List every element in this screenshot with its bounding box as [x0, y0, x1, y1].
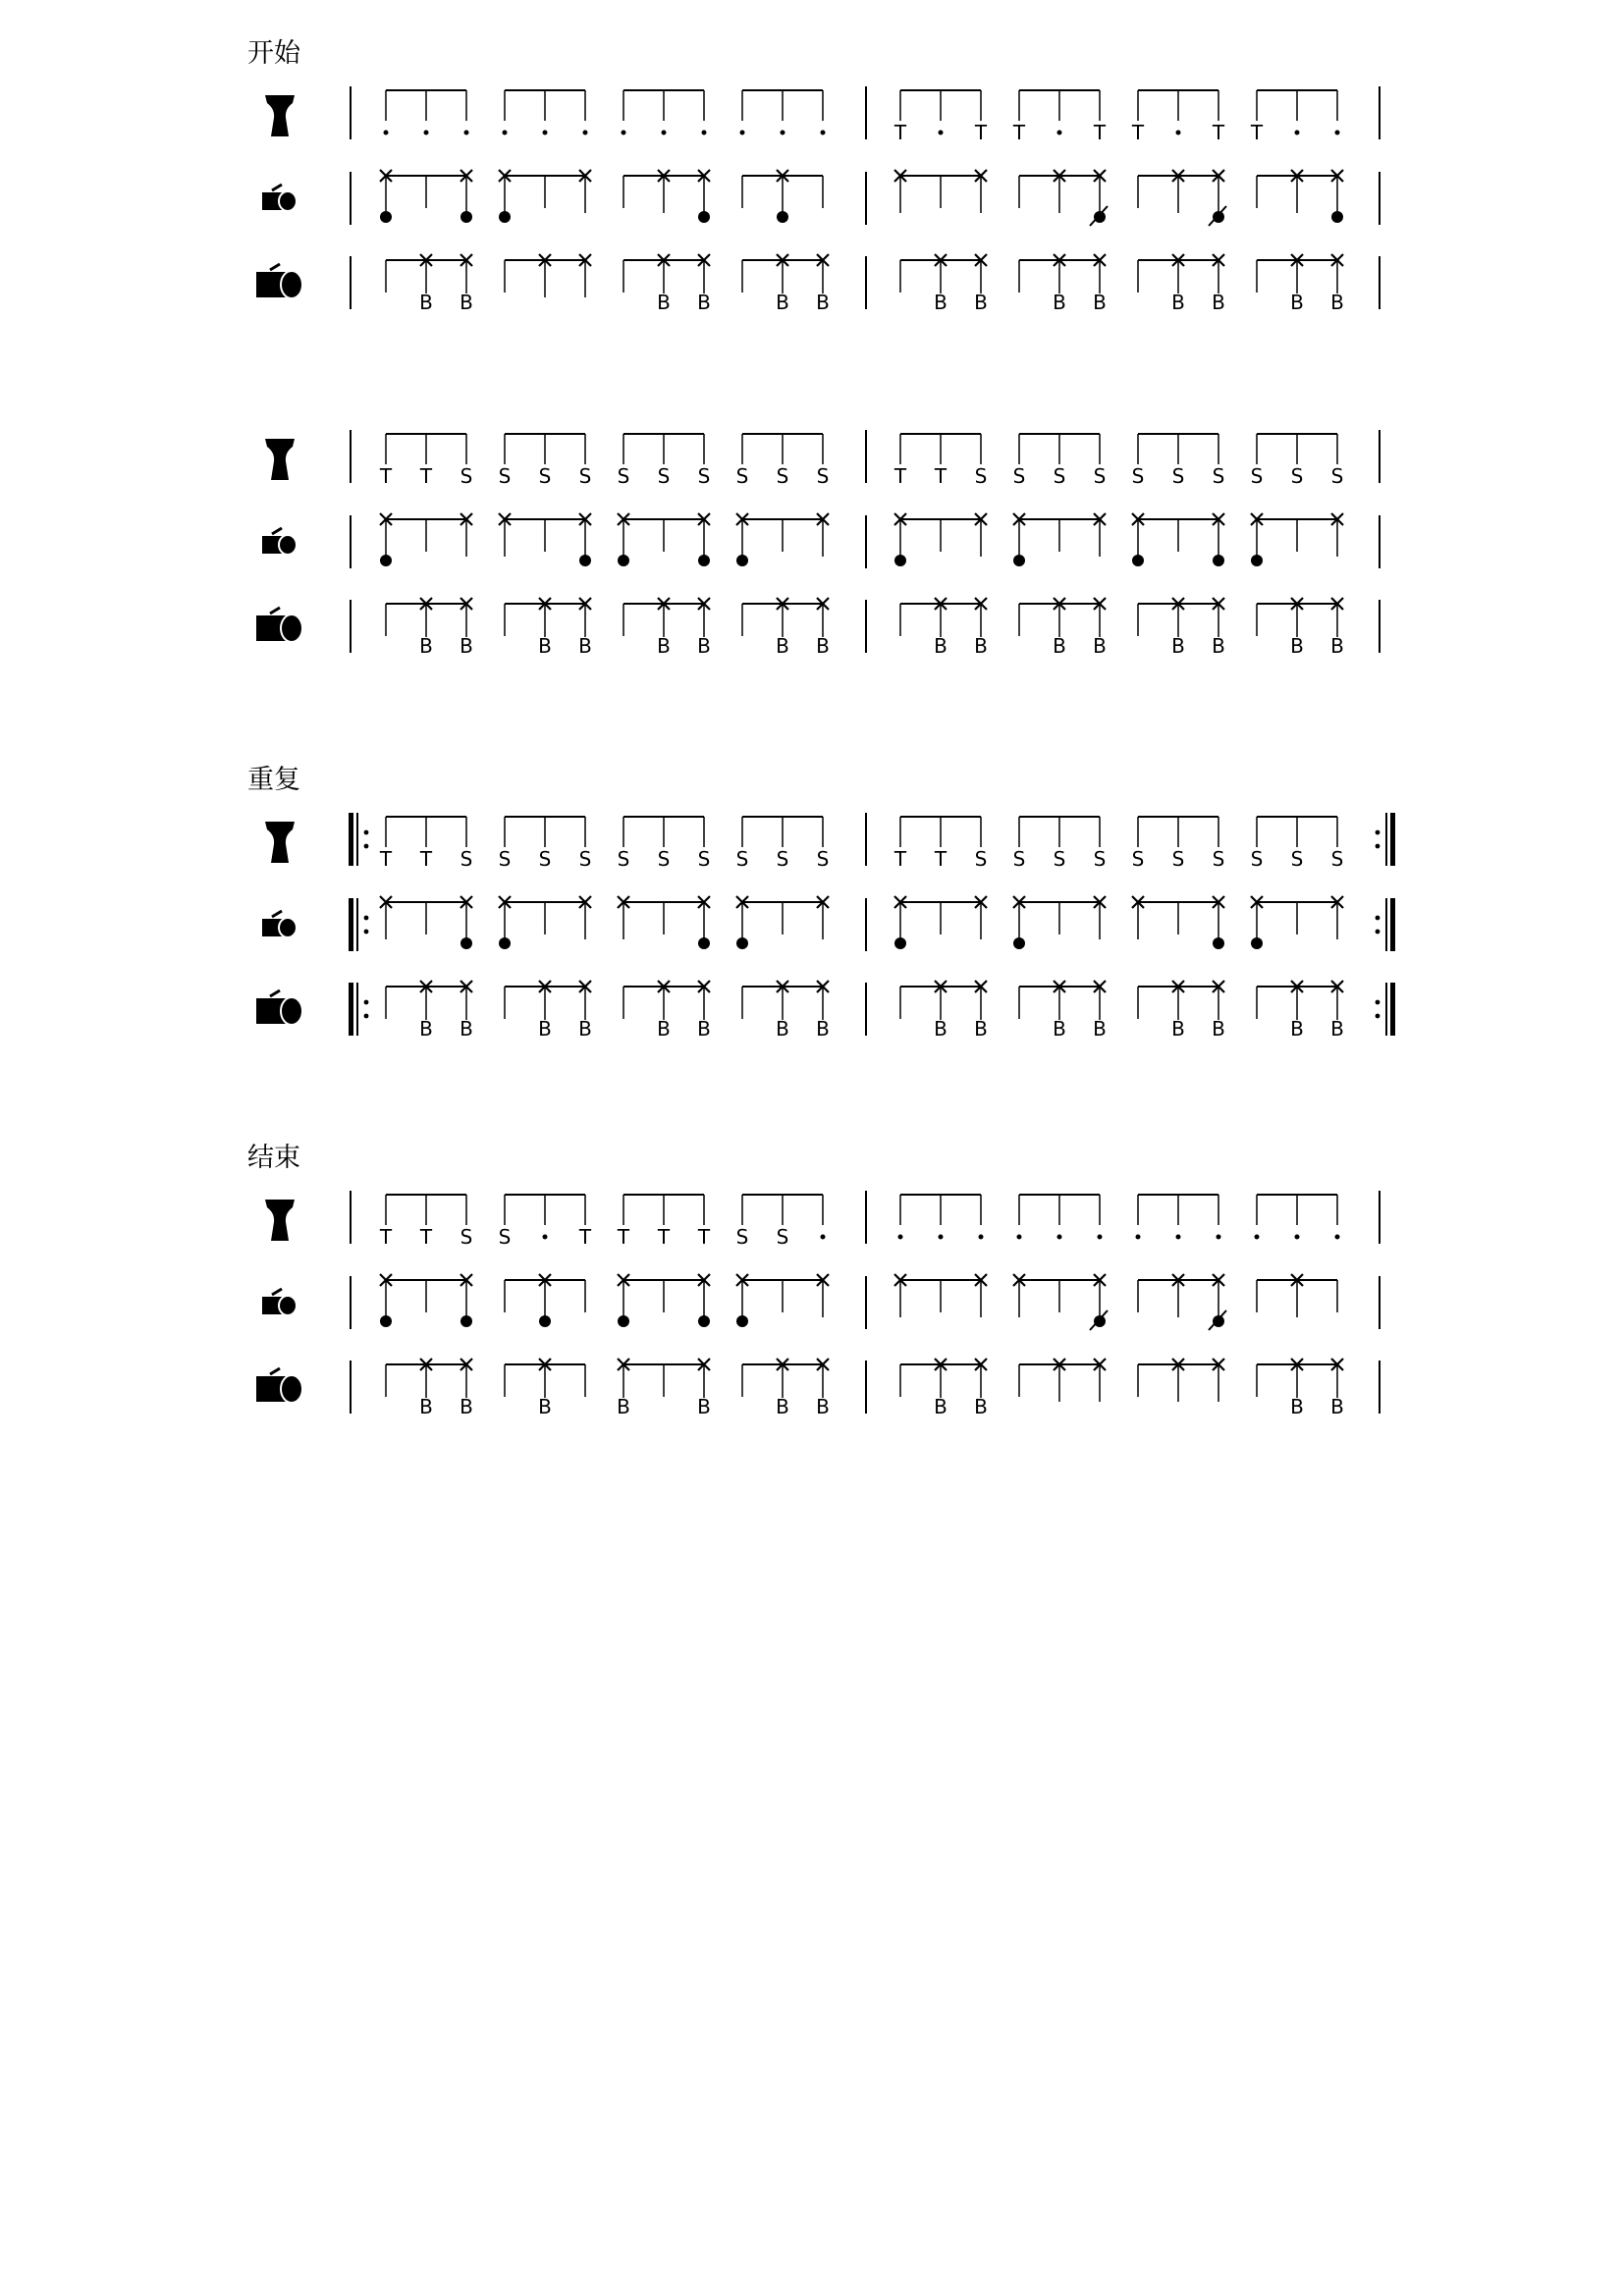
stroke-letter: S [1212, 464, 1225, 488]
repeat-dot [364, 916, 369, 921]
open-notehead [1013, 937, 1025, 949]
small-dundun-icon [262, 1289, 297, 1315]
repeat-dot [364, 930, 369, 934]
open-notehead [1331, 211, 1343, 223]
open-notehead [618, 555, 629, 566]
rest-dot [1136, 1235, 1141, 1240]
open-notehead [1132, 555, 1144, 566]
stroke-letter: S [460, 847, 473, 871]
stroke-letter: S [735, 464, 749, 488]
stroke-letter: B [1171, 1017, 1185, 1041]
stroke-letter: B [816, 1395, 830, 1418]
open-notehead [698, 211, 710, 223]
section-title: 开始 [247, 38, 300, 69]
stroke-letter: B [697, 291, 711, 314]
djembe-icon [265, 822, 295, 863]
rest-dot [424, 131, 429, 135]
djembe-icon [265, 1200, 295, 1241]
stroke-letter: B [538, 634, 552, 658]
open-notehead [618, 1315, 629, 1327]
repeat-end-barline [1390, 813, 1395, 866]
rest-dot [662, 131, 667, 135]
stroke-letter: B [1053, 291, 1066, 314]
stroke-letter: B [578, 634, 592, 658]
open-notehead [894, 937, 906, 949]
stroke-letter: B [1093, 291, 1107, 314]
stroke-letter: S [538, 847, 552, 871]
open-notehead [777, 211, 788, 223]
rest-dot [384, 131, 389, 135]
stroke-letter: S [1250, 847, 1264, 871]
stroke-letter: S [578, 847, 592, 871]
muted-notehead [1213, 1315, 1224, 1327]
open-notehead [380, 211, 392, 223]
open-notehead [539, 1315, 551, 1327]
stroke-letter: T [379, 1225, 393, 1249]
repeat-end-barline [1390, 983, 1395, 1036]
rest-dot [464, 131, 469, 135]
stroke-letter: S [816, 847, 830, 871]
stroke-letter: T [419, 1225, 433, 1249]
open-notehead [698, 1315, 710, 1327]
rest-dot [1057, 1235, 1062, 1240]
open-notehead [736, 555, 748, 566]
stroke-letter: B [1290, 291, 1304, 314]
stroke-letter: B [1212, 634, 1225, 658]
large-dundun-icon [256, 608, 302, 642]
stroke-letter: B [1212, 291, 1225, 314]
stroke-letter: T [379, 464, 393, 488]
repeat-dot [364, 830, 369, 835]
repeat-dot [1376, 1014, 1380, 1019]
stroke-letter: S [617, 464, 630, 488]
stroke-letter: S [460, 1225, 473, 1249]
stroke-letter: B [419, 1017, 433, 1041]
stroke-letter: T [1131, 121, 1145, 144]
stroke-letter: B [1212, 1017, 1225, 1041]
muted-notehead [1094, 1315, 1106, 1327]
open-notehead [736, 937, 748, 949]
stroke-letter: S [776, 847, 789, 871]
stroke-letter: S [1330, 847, 1344, 871]
stroke-letter: B [934, 634, 947, 658]
open-notehead [698, 937, 710, 949]
stroke-letter: T [893, 121, 907, 144]
repeat-dot [364, 844, 369, 849]
stroke-letter: S [1250, 464, 1264, 488]
stroke-letter: S [1053, 847, 1066, 871]
stroke-letter: S [498, 464, 512, 488]
small-dundun-icon [262, 528, 297, 555]
rest-dot [1335, 1235, 1340, 1240]
stroke-letter: B [657, 634, 671, 658]
rest-dot [939, 131, 944, 135]
rest-dot [898, 1235, 903, 1240]
stroke-letter: T [419, 464, 433, 488]
stroke-letter: B [816, 291, 830, 314]
stroke-letter: T [379, 847, 393, 871]
stroke-letter: B [657, 1017, 671, 1041]
stroke-letter: B [419, 291, 433, 314]
muted-notehead [1213, 211, 1224, 223]
stroke-letter: S [1131, 464, 1145, 488]
stroke-letter: B [974, 1395, 988, 1418]
large-dundun-icon [256, 990, 302, 1025]
repeat-dot [1376, 844, 1380, 849]
stroke-letter: S [1012, 464, 1026, 488]
repeat-start-barline [349, 898, 353, 951]
open-notehead [380, 1315, 392, 1327]
stroke-letter: S [1290, 464, 1304, 488]
stroke-letter: B [419, 634, 433, 658]
stroke-letter: B [1330, 291, 1344, 314]
stroke-letter: S [1093, 847, 1107, 871]
stroke-letter: B [1171, 291, 1185, 314]
stroke-letter: T [893, 847, 907, 871]
open-notehead [1251, 937, 1263, 949]
stroke-letter: B [776, 1017, 789, 1041]
stroke-letter: T [1212, 121, 1225, 144]
large-dundun-icon [256, 1368, 302, 1403]
stroke-letter: S [735, 1225, 749, 1249]
stroke-letter: B [934, 291, 947, 314]
stroke-letter: S [617, 847, 630, 871]
stroke-letter: B [697, 634, 711, 658]
stroke-letter: T [697, 1225, 711, 1249]
open-notehead [1213, 937, 1224, 949]
stroke-letter: B [697, 1395, 711, 1418]
stroke-letter: T [1012, 121, 1026, 144]
small-dundun-icon [262, 911, 297, 937]
open-notehead [894, 555, 906, 566]
rest-dot [979, 1235, 984, 1240]
stroke-letter: T [617, 1225, 630, 1249]
stroke-letter: S [1330, 464, 1344, 488]
stroke-letter: B [1290, 1017, 1304, 1041]
rest-dot [1335, 131, 1340, 135]
stroke-letter: S [460, 464, 473, 488]
stroke-letter: B [776, 634, 789, 658]
rest-dot [1295, 1235, 1300, 1240]
rest-dot [1217, 1235, 1221, 1240]
rest-dot [821, 1235, 826, 1240]
stroke-letter: B [538, 1395, 552, 1418]
djembe-icon [265, 95, 295, 136]
repeat-dot [364, 1000, 369, 1005]
stroke-letter: B [1330, 1017, 1344, 1041]
repeat-dot [1376, 916, 1380, 921]
stroke-letter: T [974, 121, 988, 144]
open-notehead [460, 211, 472, 223]
section-title: 重复 [247, 765, 300, 795]
open-notehead [1251, 555, 1263, 566]
stroke-letter: S [1093, 464, 1107, 488]
open-notehead [1013, 555, 1025, 566]
stroke-letter: T [1250, 121, 1264, 144]
stroke-letter: S [498, 847, 512, 871]
stroke-letter: S [1012, 847, 1026, 871]
stroke-letter: B [578, 1017, 592, 1041]
repeat-dot [364, 1014, 369, 1019]
stroke-letter: B [816, 1017, 830, 1041]
rest-dot [1057, 131, 1062, 135]
stroke-letter: B [1290, 634, 1304, 658]
rest-dot [543, 1235, 548, 1240]
stroke-letter: B [1093, 1017, 1107, 1041]
rest-dot [583, 131, 588, 135]
stroke-letter: S [538, 464, 552, 488]
repeat-dot [1376, 1000, 1380, 1005]
repeat-start-barline [349, 983, 353, 1036]
stroke-letter: B [419, 1395, 433, 1418]
stroke-letter: S [578, 464, 592, 488]
stroke-letter: T [578, 1225, 592, 1249]
open-notehead [579, 555, 591, 566]
stroke-letter: B [1053, 634, 1066, 658]
stroke-letter: B [776, 291, 789, 314]
stroke-letter: B [460, 1017, 473, 1041]
stroke-letter: B [460, 1395, 473, 1418]
stroke-letter: B [460, 291, 473, 314]
stroke-letter: B [617, 1395, 630, 1418]
stroke-letter: T [657, 1225, 671, 1249]
stroke-letter: B [657, 291, 671, 314]
stroke-letter: S [776, 1225, 789, 1249]
stroke-letter: B [460, 634, 473, 658]
stroke-letter: S [1131, 847, 1145, 871]
rest-dot [781, 131, 785, 135]
stroke-letter: B [934, 1017, 947, 1041]
open-notehead [499, 211, 511, 223]
stroke-letter: S [498, 1225, 512, 1249]
stroke-letter: B [974, 291, 988, 314]
rest-dot [821, 131, 826, 135]
stroke-letter: B [1053, 1017, 1066, 1041]
stroke-letter: T [934, 847, 947, 871]
repeat-dot [1376, 830, 1380, 835]
stroke-letter: B [1290, 1395, 1304, 1418]
stroke-letter: B [1330, 1395, 1344, 1418]
repeat-end-barline [1390, 898, 1395, 951]
stroke-letter: S [1171, 847, 1185, 871]
stroke-letter: T [419, 847, 433, 871]
rest-dot [543, 131, 548, 135]
stroke-letter: S [697, 847, 711, 871]
stroke-letter: S [1290, 847, 1304, 871]
open-notehead [1213, 555, 1224, 566]
stroke-letter: S [974, 847, 988, 871]
section-title: 结束 [247, 1143, 300, 1173]
muted-notehead [1094, 211, 1106, 223]
open-notehead [499, 937, 511, 949]
rest-dot [503, 131, 508, 135]
open-notehead [380, 555, 392, 566]
stroke-letter: S [776, 464, 789, 488]
stroke-letter: B [697, 1017, 711, 1041]
rest-dot [1098, 1235, 1103, 1240]
stroke-letter: T [934, 464, 947, 488]
stroke-letter: S [974, 464, 988, 488]
stroke-letter: B [974, 634, 988, 658]
stroke-letter: S [697, 464, 711, 488]
stroke-letter: S [735, 847, 749, 871]
stroke-letter: B [934, 1395, 947, 1418]
stroke-letter: B [1093, 634, 1107, 658]
rest-dot [1255, 1235, 1260, 1240]
rest-dot [939, 1235, 944, 1240]
large-dundun-icon [256, 264, 302, 298]
rest-dot [1176, 1235, 1181, 1240]
stroke-letter: B [974, 1017, 988, 1041]
stroke-letter: B [538, 1017, 552, 1041]
rest-dot [1295, 131, 1300, 135]
stroke-letter: S [657, 847, 671, 871]
repeat-start-barline [349, 813, 353, 866]
open-notehead [460, 1315, 472, 1327]
stroke-letter: B [1171, 634, 1185, 658]
rest-dot [1017, 1235, 1022, 1240]
open-notehead [698, 555, 710, 566]
stroke-letter: B [1330, 634, 1344, 658]
stroke-letter: S [1053, 464, 1066, 488]
open-notehead [736, 1315, 748, 1327]
stroke-letter: S [1212, 847, 1225, 871]
open-notehead [460, 937, 472, 949]
rest-dot [702, 131, 707, 135]
stroke-letter: B [816, 634, 830, 658]
stroke-letter: S [657, 464, 671, 488]
rest-dot [622, 131, 626, 135]
small-dundun-icon [262, 185, 297, 211]
repeat-dot [1376, 930, 1380, 934]
rest-dot [1176, 131, 1181, 135]
stroke-letter: S [816, 464, 830, 488]
stroke-letter: B [776, 1395, 789, 1418]
stroke-letter: T [1093, 121, 1107, 144]
djembe-icon [265, 439, 295, 480]
stroke-letter: S [1171, 464, 1185, 488]
rest-dot [740, 131, 745, 135]
stroke-letter: T [893, 464, 907, 488]
